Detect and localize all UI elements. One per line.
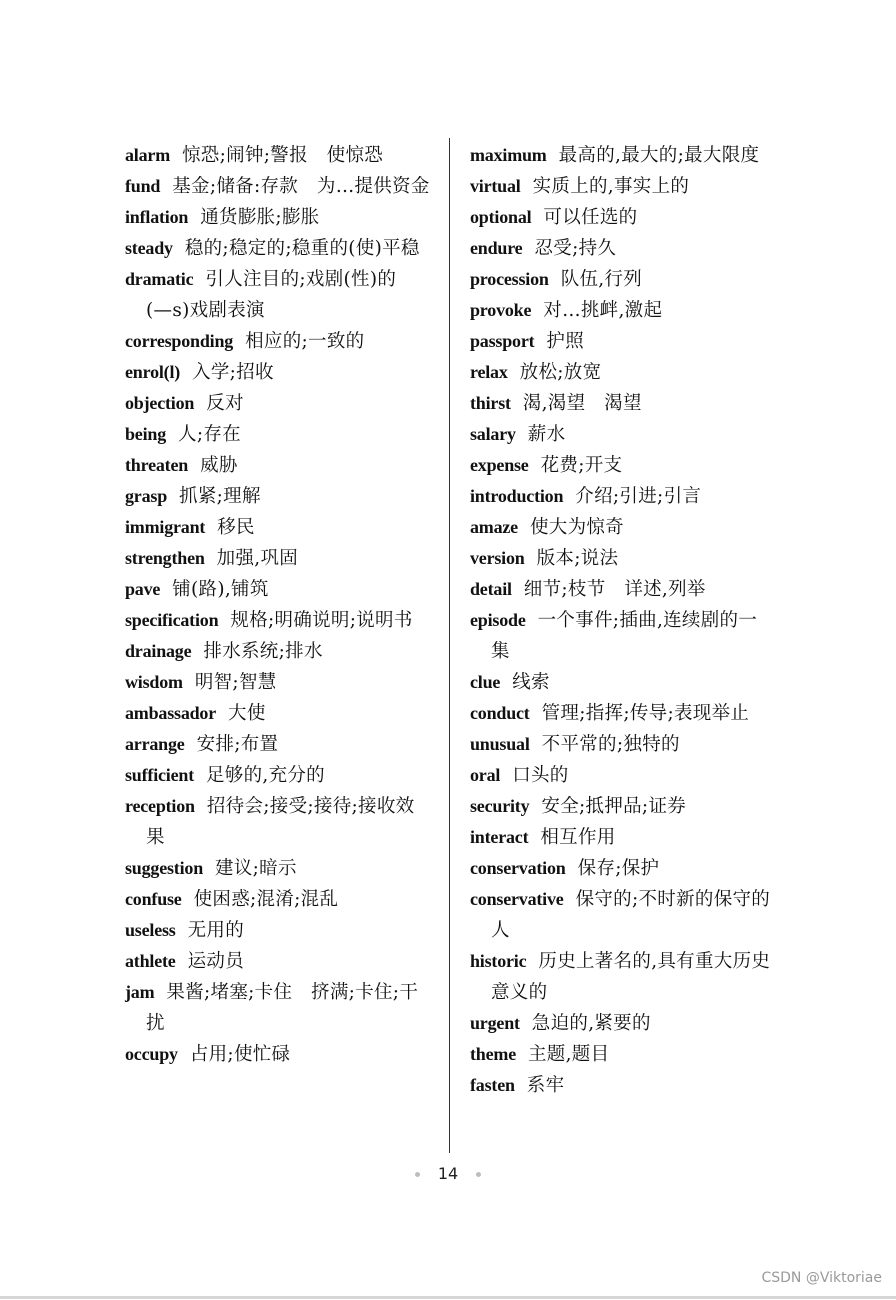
vocab-word: provoke <box>470 300 532 320</box>
vocab-definition: 保守的;不时新的保守的人 <box>491 889 771 941</box>
vocab-entry <box>125 760 430 791</box>
vocab-definition: 占用;使忙碌 <box>189 1044 291 1065</box>
vocab-definition: 安全;抵押品;证券 <box>541 796 687 817</box>
vocab-entry <box>470 760 775 791</box>
vocab-definition: 引人注目的;戏剧(性)的 (—s)戏剧表演 <box>146 269 415 321</box>
vocab-entry <box>125 636 430 667</box>
vocab-word: salary <box>470 424 516 444</box>
vocab-word: wisdom <box>125 672 183 692</box>
vocab-entry <box>470 574 775 605</box>
vocab-entry <box>470 264 775 295</box>
vocab-entry <box>125 388 430 419</box>
vocab-word: oral <box>470 765 501 785</box>
page-footer <box>0 1160 896 1188</box>
vocab-entry <box>470 450 775 481</box>
vocab-entry <box>125 202 430 233</box>
vocab-definition: 队伍,行列 <box>560 269 643 290</box>
vocab-word: fasten <box>470 1075 515 1095</box>
vocab-entry <box>470 729 775 760</box>
vocab-word: historic <box>470 951 527 971</box>
vocab-entry <box>470 357 775 388</box>
vocab-word: confuse <box>125 889 182 909</box>
vocab-entry <box>125 233 430 264</box>
vocab-entry <box>125 791 430 853</box>
vocab-entry <box>470 419 775 450</box>
vocab-word: strengthen <box>125 548 205 568</box>
watermark: CSDN @Viktoriae <box>761 1270 882 1286</box>
vocab-entry <box>470 791 775 822</box>
vocab-word: sufficient <box>125 765 194 785</box>
vocab-entry <box>125 264 430 326</box>
vocab-entry <box>470 884 775 946</box>
vocab-word: immigrant <box>125 517 206 537</box>
vocab-word: thirst <box>470 393 511 413</box>
vocab-word: conservation <box>470 858 566 878</box>
vocab-definition: 运动员 <box>187 951 244 972</box>
vocab-word: amaze <box>470 517 518 537</box>
vocab-definition: 护照 <box>546 331 585 352</box>
vocab-definition: 主题,题目 <box>527 1044 610 1065</box>
vocab-definition: 果酱;堵塞;卡住 挤满;卡住;干扰 <box>146 982 419 1034</box>
vocab-word: urgent <box>470 1013 520 1033</box>
vocab-word: optional <box>470 207 532 227</box>
vocab-definition: 急迫的,紧要的 <box>531 1013 651 1034</box>
vocab-definition: 保存;保护 <box>577 858 660 879</box>
vocab-definition: 安排;布置 <box>196 734 279 755</box>
vocab-entry <box>470 543 775 574</box>
vocab-definition: 线索 <box>512 672 550 693</box>
vocab-entry <box>470 233 775 264</box>
vocab-word: enrol(l) <box>125 362 181 382</box>
vocab-word: dramatic <box>125 269 194 289</box>
vocab-definition: 移民 <box>217 517 255 538</box>
vocab-word: conduct <box>470 703 530 723</box>
vocab-definition: 历史上著名的,具有重大历史意义的 <box>491 951 771 1003</box>
vocab-word: athlete <box>125 951 176 971</box>
vocab-word: theme <box>470 1044 516 1064</box>
vocab-word: being <box>125 424 167 444</box>
vocab-word: steady <box>125 238 173 258</box>
vocab-word: specification <box>125 610 219 630</box>
vocab-definition: 相应的;一致的 <box>245 331 365 352</box>
vocab-word: endure <box>470 238 523 258</box>
vocab-definition: 建议;暗示 <box>215 858 297 879</box>
vocab-definition: 稳的;稳定的;稳重的(使)平稳 <box>184 238 420 259</box>
vocab-word: pave <box>125 579 161 599</box>
vocab-definition: 渴,渴望 渴望 <box>522 393 642 414</box>
vocab-entry <box>470 171 775 202</box>
vocab-definition: 对…挑衅,激起 <box>543 300 663 321</box>
vocab-entry <box>470 295 775 326</box>
vocab-word: procession <box>470 269 549 289</box>
bottom-rule <box>0 1296 896 1299</box>
vocab-entry <box>125 450 430 481</box>
vocab-entry <box>470 1008 775 1039</box>
vocab-definition: 加强,巩固 <box>216 548 299 569</box>
vocab-entry <box>125 481 430 512</box>
vocab-word: passport <box>470 331 535 351</box>
vocab-word: interact <box>470 827 529 847</box>
vocab-entry <box>125 667 430 698</box>
vocab-definition: 放松;放宽 <box>519 362 602 383</box>
vocab-word: episode <box>470 610 526 630</box>
vocab-definition: 入学;招收 <box>192 362 274 383</box>
vocab-entry <box>125 326 430 357</box>
vocab-entry <box>470 667 775 698</box>
vocab-entry <box>470 698 775 729</box>
vocab-entry <box>125 605 430 636</box>
vocab-word: grasp <box>125 486 168 506</box>
right-column <box>470 140 775 1101</box>
vocab-word: detail <box>470 579 512 599</box>
vocab-definition: 足够的,充分的 <box>206 765 325 786</box>
vocab-word: conservative <box>470 889 564 909</box>
vocab-word: occupy <box>125 1044 178 1064</box>
vocab-entry <box>470 202 775 233</box>
vocab-word: security <box>470 796 530 816</box>
vocab-definition: 忍受;持久 <box>534 238 617 259</box>
vocab-definition: 排水系统;排水 <box>203 641 323 662</box>
vocab-definition: 最高的,最大的;最大限度 <box>558 145 760 166</box>
page-number: 14 <box>437 1164 459 1183</box>
left-column <box>125 140 430 1070</box>
vocab-word: objection <box>125 393 195 413</box>
vocab-definition: 可以任选的 <box>543 207 638 228</box>
vocab-word: maximum <box>470 145 547 165</box>
vocab-entry <box>470 388 775 419</box>
vocab-word: reception <box>125 796 195 816</box>
vocab-definition: 介绍;引进;引言 <box>575 486 702 507</box>
vocab-definition: 使大为惊奇 <box>529 517 624 538</box>
vocab-definition: 基金;储备:存款 为…提供资金 <box>172 176 430 197</box>
vocab-definition: 通货膨胀;膨胀 <box>200 207 320 228</box>
vocab-entry <box>125 574 430 605</box>
vocab-definition: 威胁 <box>200 455 238 476</box>
vocab-definition: 系牢 <box>526 1075 565 1096</box>
vocab-definition: 花费;开支 <box>540 455 623 476</box>
vocab-entry <box>125 171 430 202</box>
footer-dot-right <box>476 1172 481 1177</box>
vocab-entry <box>470 512 775 543</box>
vocab-definition: 薪水 <box>527 424 566 445</box>
column-divider <box>449 138 450 1153</box>
vocab-entry <box>125 977 430 1039</box>
vocab-entry <box>125 357 430 388</box>
vocab-definition: 版本;说法 <box>536 548 619 569</box>
vocab-entry <box>125 884 430 915</box>
vocab-word: clue <box>470 672 501 692</box>
vocab-entry <box>125 946 430 977</box>
vocab-entry <box>470 1039 775 1070</box>
vocab-word: threaten <box>125 455 189 475</box>
vocab-definition: 铺(路),铺筑 <box>172 579 269 600</box>
vocab-definition: 实质上的,事实上的 <box>532 176 690 197</box>
vocab-entry <box>470 481 775 512</box>
vocab-entry <box>125 543 430 574</box>
vocab-word: suggestion <box>125 858 204 878</box>
vocab-definition: 人;存在 <box>178 424 241 445</box>
vocab-definition: 无用的 <box>187 920 245 941</box>
vocab-word: ambassador <box>125 703 217 723</box>
vocab-word: corresponding <box>125 331 234 351</box>
vocab-word: relax <box>470 362 508 382</box>
vocab-definition: 招待会;接受;接待;接收效果 <box>146 796 415 848</box>
vocab-entry <box>470 853 775 884</box>
vocab-definition: 细节;枝节 详述,列举 <box>523 579 706 600</box>
vocab-word: unusual <box>470 734 530 754</box>
vocab-entry <box>470 946 775 1008</box>
vocab-entry <box>470 326 775 357</box>
vocab-word: useless <box>125 920 176 940</box>
vocab-entry <box>470 605 775 667</box>
vocab-entry <box>470 1070 775 1101</box>
vocab-word: version <box>470 548 525 568</box>
vocab-word: drainage <box>125 641 192 661</box>
vocab-definition: 抓紧;理解 <box>179 486 261 507</box>
vocab-entry <box>125 853 430 884</box>
vocab-definition: 使困惑;混淆;混乱 <box>193 889 339 910</box>
vocab-entry <box>125 1039 430 1070</box>
vocab-definition: 管理;指挥;传导;表现举止 <box>541 703 750 724</box>
vocab-entry <box>125 915 430 946</box>
vocab-entry <box>125 140 430 171</box>
vocab-definition: 相互作用 <box>540 827 616 848</box>
vocab-definition: 大使 <box>228 703 266 724</box>
vocab-word: introduction <box>470 486 564 506</box>
vocab-entry <box>125 729 430 760</box>
vocab-definition: 反对 <box>206 393 244 414</box>
vocab-definition: 明智;智慧 <box>194 672 277 693</box>
vocab-word: expense <box>470 455 529 475</box>
vocab-word: virtual <box>470 176 521 196</box>
vocab-word: inflation <box>125 207 189 227</box>
vocab-entry <box>125 698 430 729</box>
footer-dot-left <box>415 1172 420 1177</box>
vocab-definition: 规格;明确说明;说明书 <box>230 610 413 631</box>
vocab-entry <box>470 140 775 171</box>
vocab-definition: 一个事件;插曲,连续剧的一集 <box>491 610 758 662</box>
vocab-word: fund <box>125 176 161 196</box>
vocab-definition: 口头的 <box>512 765 569 786</box>
vocab-entry <box>125 512 430 543</box>
vocab-definition: 惊恐;闹钟;警报 使惊恐 <box>182 145 384 166</box>
vocab-word: arrange <box>125 734 185 754</box>
vocab-entry <box>470 822 775 853</box>
vocab-word: alarm <box>125 145 170 165</box>
vocab-definition: 不平常的;独特的 <box>541 734 680 755</box>
vocab-word: jam <box>125 982 155 1002</box>
vocab-entry <box>125 419 430 450</box>
